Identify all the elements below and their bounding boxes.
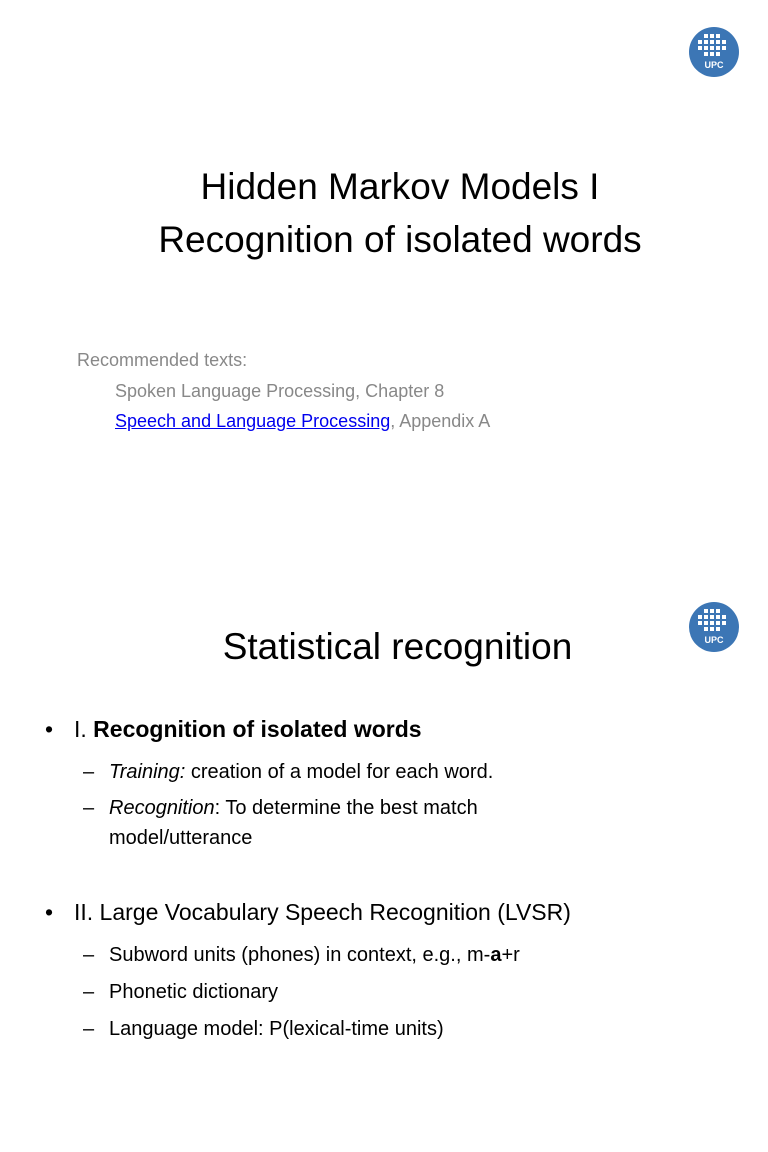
dash-icon: – (83, 1018, 95, 1040)
sub-bullet-item: – Language model: P(lexical-time units) (83, 1014, 444, 1044)
sub-bullet-item: – Subword units (phones) in context, e.g., m-a+r (83, 940, 520, 970)
reference-suffix: , Appendix A (390, 411, 491, 431)
svg-text:UPC: UPC (704, 635, 724, 645)
dash-icon: – (83, 761, 95, 783)
bullet-item: • I. Recognition of isolated words (45, 716, 422, 742)
title-line-1: Hidden Markov Models I (200, 166, 600, 207)
sub-bullet-item: – Phonetic dictionary (83, 977, 278, 1007)
reference-item (115, 411, 490, 432)
slide-title (0, 160, 768, 266)
bullet-icon: • (45, 716, 54, 742)
dash-icon: – (83, 797, 95, 819)
bullet-icon: • (45, 899, 54, 925)
recommended-texts-heading: Recommended texts: (77, 350, 248, 370)
dash-icon: – (83, 981, 95, 1003)
reference-item: Spoken Language Processing, Chapter 8 (115, 381, 445, 401)
upc-logo-icon (688, 26, 740, 78)
svg-text:UPC: UPC (704, 60, 724, 70)
content-slide (0, 576, 768, 1152)
slide-title: Statistical recognition (222, 626, 573, 667)
sub-bullet-item: – Training: creation of a model for each word. (83, 757, 493, 787)
bullet-item: • II. Large Vocabulary Speech Recognition (LVSR) (45, 899, 571, 925)
reference-link[interactable]: Speech and Language Processing (115, 411, 391, 431)
sub-bullet-item: – Recognition: To determine the best match model/utterance (83, 793, 478, 853)
title-line-2: Recognition of isolated words (158, 219, 642, 260)
dash-icon: – (83, 944, 95, 966)
